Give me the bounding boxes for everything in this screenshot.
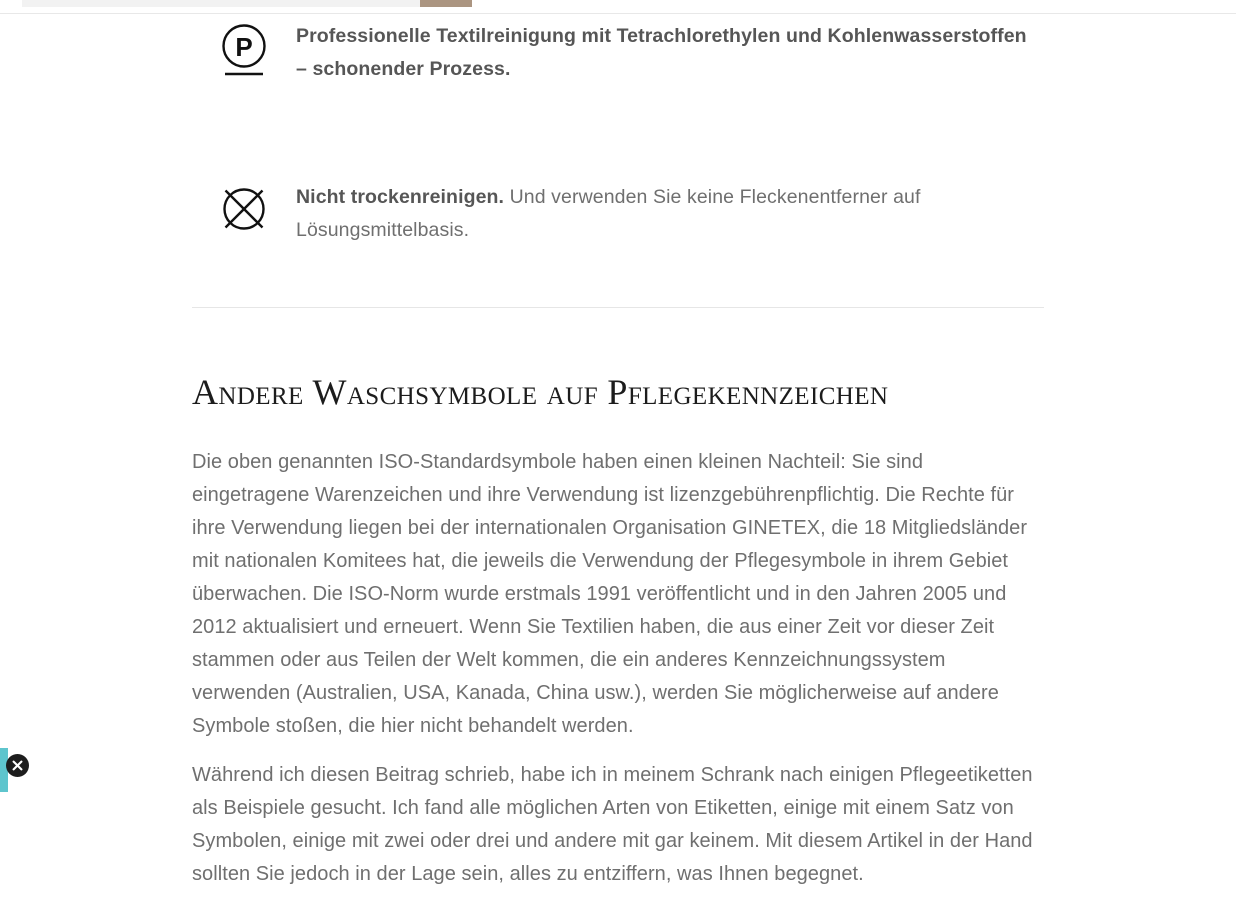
- reading-progress-track: [22, 0, 420, 7]
- dry-clean-p-circle-icon: [218, 22, 270, 85]
- article-paragraph: Die oben genannten ISO-Standardsymbole haben einen kleinen Nachteil: Sie sind eingetragene Warenzeichen und ihre Verwendung ist lizenzgebührenpflichtig. Die Rechte für ihre Verwendung liegen bei der internationalen Organisation GINETEX, die 18 Mitgliedsländer mit nationalen Komitees hat, die jeweils die Verwendung der Pflegesymbole in ihrem Gebiet überwachen. Die ISO-Norm wurde erstmals 1991 veröffentlicht und in den Jahren 2005 und 2012 aktualisiert und erneuert. Wenn Sie Textilien haben, die aus einer Zeit vor dieser Zeit stammen oder aus Teilen der Welt kommen, die ein anderes Kennzeichnungssystem verwenden (Australien, USA, Kanada, China usw.), werden Sie möglicherweise auf andere Symbole stoßen, die hier nicht behandelt werden.: [192, 451, 1028, 737]
- care-symbol-body-text: Und verwenden Sie keine Fleckenentferner auf Lösungsmittelbasis.: [296, 186, 921, 241]
- section-heading: Andere Waschsymbole auf Pflegekennzeichen: [192, 372, 889, 412]
- care-symbol-text-cell: [296, 181, 1044, 247]
- care-symbol-row-do-not-dry-clean: [192, 86, 1044, 247]
- sticky-notification-widget: [0, 748, 42, 792]
- close-button[interactable]: [6, 754, 29, 777]
- care-symbol-icon-cell: [192, 181, 296, 240]
- care-symbol-description: [296, 181, 1038, 247]
- do-not-dry-clean-crossed-circle-icon: [218, 183, 270, 240]
- close-icon: [12, 760, 23, 771]
- reading-progress-fill: [420, 0, 472, 7]
- article-content: [0, 14, 1236, 891]
- care-symbol-text-cell: [296, 20, 1044, 86]
- care-symbol-row-dry-clean-p: [192, 14, 1044, 86]
- care-symbol-description: Professionelle Textilreinigung mit Tetrachlorethylen und Kohlenwasserstoffen – schonender Prozess.: [296, 25, 1027, 80]
- svg-text:P: P: [235, 32, 253, 62]
- care-symbol-icon-cell: [192, 20, 296, 85]
- care-symbol-bold-lead: Nicht trockenreinigen.: [296, 186, 505, 208]
- reading-progress-header: [0, 0, 1236, 14]
- article-paragraph: Während ich diesen Beitrag schrieb, habe ich in meinem Schrank nach einigen Pflegeetiketten als Beispiele gesucht. Ich fand alle möglichen Arten von Etiketten, einige mit einem Satz von Symbolen, einige mit zwei oder drei und andere mit gar keinem. Mit diesem Artikel in der Hand sollten Sie jedoch in der Lage sein, alles zu entziffern, was Ihnen begegnet.: [192, 764, 1033, 885]
